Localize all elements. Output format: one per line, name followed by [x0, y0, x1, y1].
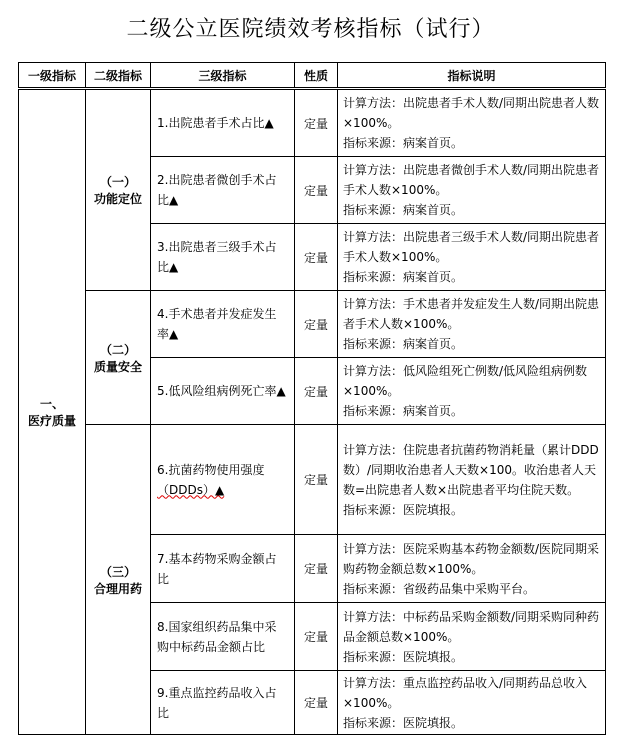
header-level3: 三级指标: [151, 63, 295, 89]
nature-cell: 定量: [295, 224, 338, 291]
source-text: 指标来源：医院填报。: [343, 502, 464, 517]
calc-text: 计算方法：重点监控药品收入/同期药品总收入×100%。: [343, 675, 588, 710]
level1-name: 医疗质量: [27, 414, 76, 428]
calc-text: 计算方法：手术患者并发症发生人数/同期出院患者手术人数×100%。: [343, 297, 600, 331]
source-text: 指标来源：省级药品集中采购平台。: [343, 581, 536, 596]
group-number: （二）: [99, 342, 136, 357]
description-cell: [338, 358, 606, 425]
source-text: 指标来源：病案首页。: [343, 270, 464, 284]
description-cell: [338, 224, 606, 291]
nature-cell: 定量: [295, 535, 338, 603]
source-text: 指标来源：病案首页。: [343, 404, 464, 418]
indicator-cell: 8.国家组织药品集中采购中标药品金额占比: [151, 603, 295, 671]
description-cell: [338, 603, 606, 671]
source-text: 指标来源：病案首页。: [343, 337, 464, 351]
calc-text: 计算方法：出院患者三级手术人数/同期出院患者手术人数×100%。: [343, 230, 600, 264]
group-number: （三）: [99, 564, 136, 579]
indicator-text: 6.抗菌药物使用强度: [157, 462, 265, 477]
indicator-cell: 5.低风险组病例死亡率▲: [151, 358, 295, 425]
group-cell-positioning: [86, 89, 151, 291]
table-header-row: [19, 63, 606, 89]
nature-cell: 定量: [295, 291, 338, 358]
description-cell: [338, 671, 606, 735]
table-row: [19, 89, 606, 157]
description-cell: [338, 535, 606, 603]
description-cell: [338, 89, 606, 157]
indicator-cell: 9.重点监控药品收入占比: [151, 671, 295, 735]
indicator-cell: 4.手术患者并发症发生率▲: [151, 291, 295, 358]
header-level2: 二级指标: [86, 63, 151, 89]
source-text: 指标来源：医院填报。: [343, 715, 464, 730]
nature-cell: 定量: [295, 603, 338, 671]
header-nature: 性质: [295, 63, 338, 89]
source-text: 指标来源：病案首页。: [343, 136, 464, 150]
indicator-cell: 2.出院患者微创手术占比▲: [151, 157, 295, 224]
calc-text: 计算方法：出院患者微创手术人数/同期出院患者手术人数×100%。: [343, 163, 600, 197]
level1-number: 一、: [39, 397, 64, 411]
nature-cell: 定量: [295, 89, 338, 157]
table-row: [19, 425, 606, 535]
nature-cell: 定量: [295, 157, 338, 224]
group-cell-quality: [86, 291, 151, 425]
description-cell: [338, 157, 606, 224]
header-level1: 一级指标: [19, 63, 86, 89]
description-cell: [338, 425, 606, 535]
description-cell: [338, 291, 606, 358]
header-description: 指标说明: [338, 63, 606, 89]
calc-text: 计算方法：医院采购基本药物金额数/医院同期采购药物金额总数×100%。: [343, 541, 600, 576]
group-name: 质量安全: [93, 359, 142, 374]
source-text: 指标来源：病案首页。: [343, 203, 464, 217]
indicator-cell: 7.基本药物采购金额占比: [151, 535, 295, 603]
indicator-text-ddds: （DDDs）▲: [157, 482, 225, 497]
group-number: （一）: [99, 175, 136, 189]
indicator-cell: [151, 425, 295, 535]
nature-cell: 定量: [295, 671, 338, 735]
group-cell-medication: [86, 425, 151, 735]
nature-cell: 定量: [295, 425, 338, 535]
calc-text: 计算方法：住院患者抗菌药物消耗量（累计DDD数）/同期收治患者人天数×100。收治患者人天数=出院患者人数×出院患者平均住院天数。: [343, 442, 599, 497]
calc-text: 计算方法：中标药品采购金额数/同期采购同种药品金额总数×100%。: [343, 609, 600, 644]
group-name: 功能定位: [93, 192, 142, 206]
calc-text: 计算方法：出院患者手术人数/同期出院患者人数×100%。: [343, 96, 600, 130]
indicator-cell: 1.出院患者手术占比▲: [151, 89, 295, 157]
group-name: 合理用药: [93, 581, 142, 596]
level1-cell: [19, 89, 86, 735]
table-row: [19, 291, 606, 358]
source-text: 指标来源：医院填报。: [343, 649, 464, 664]
indicator-cell: 3.出院患者三级手术占比▲: [151, 224, 295, 291]
page-title: 二级公立医院绩效考核指标（试行）: [126, 17, 495, 42]
calc-text: 计算方法：低风险组死亡例数/低风险组病例数×100%。: [343, 364, 588, 398]
nature-cell: 定量: [295, 358, 338, 425]
indicator-table: [18, 62, 606, 735]
